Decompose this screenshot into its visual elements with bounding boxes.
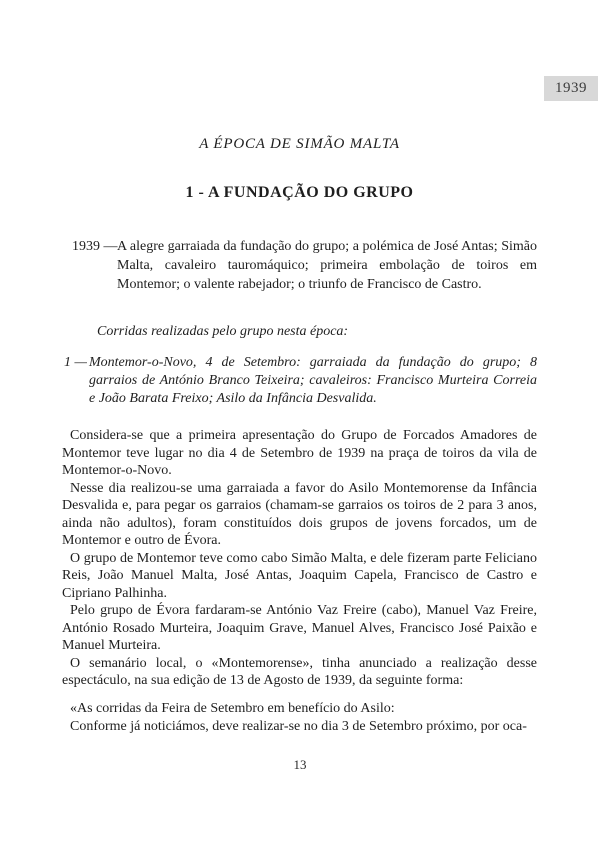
chapter-heading: 1 - A FUNDAÇÃO DO GRUPO (185, 184, 414, 201)
body-text-block (62, 427, 537, 690)
year-summary-label: 1939 — (72, 239, 118, 254)
quote-paragraph: Conforme já noticiámos, deve realizar-se no dia 3 de Setembro próximo, por oca- (70, 718, 527, 734)
body-paragraph: Pelo grupo de Évora fardaram-se António Vaz Freire (cabo), Manuel Vaz Freire, António Rosado Murteira, Joaquim Grave, Manuel Alves, Francisco José Paixão e Manuel Murteira. (62, 603, 537, 653)
corridas-list-heading: Corridas realizadas pelo grupo nesta época: (97, 324, 349, 339)
year-tab-badge: 1939 (544, 76, 598, 101)
body-paragraph: Nesse dia realizou-se uma garraiada a favor do Asilo Montemorense da Infância Desvalida e, para pegar os garraios (chamam-se garraios os toiros de 2 para 3 anos, ainda não adultos), foram constituídos dois grupos de jovens forcados, um de Montemor e outro de Évora. (62, 480, 537, 548)
body-paragraph: Considera-se que a primeira apresentação do Grupo de Forcados Amadores de Montemor teve lugar no dia 4 de Setembro de 1939 na praça de toiros da vila de Montemor-o-Novo. (62, 428, 537, 478)
corrida-item-number: 1 — (64, 355, 87, 370)
body-paragraph: O grupo de Montemor teve como cabo Simão Malta, e dele fizeram parte Feliciano Reis, João Manuel Malta, José Antas, Joaquim Capela, Francisco de Castro e Cipriano Palhinha. (62, 550, 537, 601)
corrida-item-text: Montemor-o-Novo, 4 de Setembro: garraiada da fundação do grupo; 8 garraios de António Branco Teixeira; cavaleiros: Francisco Murteira Correia e João Barata Freixo; Asilo da Infância Desvalida. (89, 355, 537, 406)
corrida-list-item (64, 354, 537, 408)
year-summary-text: A alegre garraiada da fundação do grupo; a polémica de José Antas; Simão Malta, cavaleiro tauromáquico; primeira embolação de toiros em Montemor; o valente rabejador; o triunfo de Francisco de Castro. (117, 239, 537, 292)
quoted-announcement-block (62, 700, 537, 736)
body-paragraph: O semanário local, o «Montemorense», tinha anunciado a realização desse espectáculo, na sua edição de 13 de Agosto de 1939, da seguinte forma: (62, 655, 537, 688)
year-summary (72, 237, 537, 294)
quote-paragraph: «As corridas da Feira de Setembro em benefício do Asilo: (70, 700, 395, 716)
section-title: A ÉPOCA DE SIMÃO MALTA (199, 136, 400, 152)
page-number: 13 (293, 757, 307, 772)
